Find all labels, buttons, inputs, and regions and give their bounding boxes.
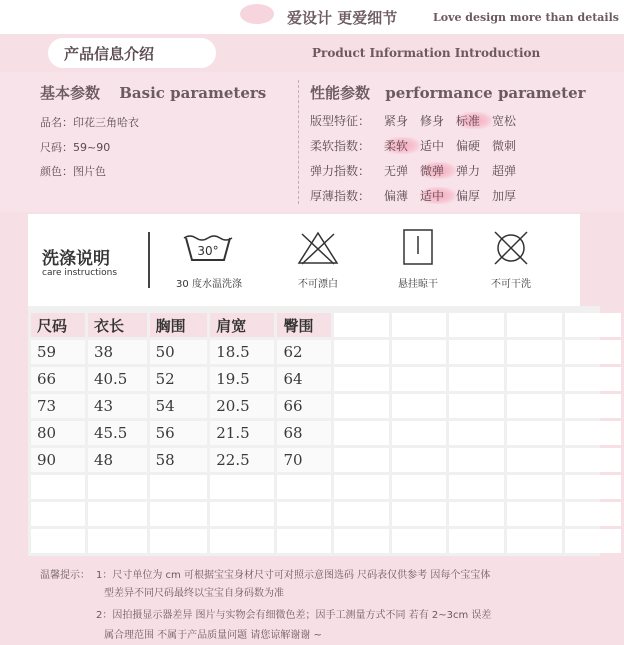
- basic-line: 颜色：图片色: [40, 165, 106, 178]
- table-row: [31, 502, 621, 526]
- table-empty-cell: [565, 394, 621, 418]
- table-empty-cell: [277, 502, 331, 526]
- table-empty-cell: [31, 475, 85, 499]
- table-empty-cell: [392, 394, 447, 418]
- table-empty-cell: [334, 448, 389, 472]
- table-empty-cell: [88, 502, 147, 526]
- table-empty-cell: [507, 340, 562, 364]
- table-empty-cell: [507, 529, 562, 553]
- note-1b: 型差异不同尺码最终以宝宝自身码数为准: [104, 588, 284, 599]
- perf-option-selected: 标准: [456, 112, 492, 129]
- table-header-cell: 尺码: [31, 313, 85, 337]
- table-empty-cell: [449, 448, 504, 472]
- table-empty-cell: [88, 475, 147, 499]
- slogan-en: Love design more than details: [433, 11, 619, 24]
- table-empty-cell: [334, 394, 389, 418]
- table-cell: 56: [150, 421, 208, 445]
- table-empty-cell: [210, 502, 274, 526]
- table-empty-cell: [565, 475, 621, 499]
- perf-title: [310, 82, 586, 103]
- table-cell: 90: [31, 448, 85, 472]
- table-empty-cell: [88, 529, 147, 553]
- table-empty-cell: [507, 448, 562, 472]
- wash-30-icon: [182, 230, 234, 266]
- table-empty-cell: [565, 529, 621, 553]
- table-cell: 18.5: [210, 340, 274, 364]
- table-row: [31, 475, 621, 499]
- perf-row: [310, 162, 528, 179]
- table-empty-cell: [507, 367, 562, 391]
- table-empty-cell: [392, 421, 447, 445]
- table-empty-cell: [392, 502, 447, 526]
- table-cell: 54: [150, 394, 208, 418]
- table-cell: 62: [277, 340, 331, 364]
- table-empty-cell: [392, 475, 447, 499]
- table-row: [31, 394, 621, 418]
- table-empty-cell: [507, 475, 562, 499]
- table-cell: 68: [277, 421, 331, 445]
- table-empty-cell: [449, 340, 504, 364]
- size-table: [28, 310, 624, 556]
- table-header-cell: 胸围: [150, 313, 208, 337]
- care-separator: [148, 232, 150, 288]
- table-row: [31, 448, 621, 472]
- table-empty-cell: [150, 475, 208, 499]
- table-empty-cell: [392, 529, 447, 553]
- table-header-cell: 臀围: [277, 313, 331, 337]
- care-title-zh: 洗涤说明: [42, 249, 110, 269]
- care-label-no-dry-clean: 不可干洗: [491, 279, 531, 290]
- table-empty-cell: [449, 421, 504, 445]
- table-cell: 20.5: [210, 394, 274, 418]
- table-cell: 43: [88, 394, 147, 418]
- basic-line: 尺码：59~90: [40, 141, 111, 154]
- note-2b: 属合理范围 不属于产品质量问题 请您谅解谢谢 ~: [104, 630, 322, 641]
- perf-option-selected: 柔软: [384, 137, 420, 154]
- table-empty-cell: [565, 502, 621, 526]
- table-empty-cell: [507, 421, 562, 445]
- table-cell: 22.5: [210, 448, 274, 472]
- table-empty-cell: [565, 340, 621, 364]
- table-empty-cell: [210, 475, 274, 499]
- no-bleach-icon: [296, 230, 340, 266]
- perf-title-zh: 性能参数: [310, 84, 371, 102]
- basic-line: 品名：印花三角哈衣: [40, 116, 139, 129]
- notes-label: 温馨提示：: [40, 570, 90, 581]
- table-empty-cell: [565, 367, 621, 391]
- table-empty-cell: [334, 340, 389, 364]
- table-cell: 70: [277, 448, 331, 472]
- table-cell: 58: [150, 448, 208, 472]
- header-title-zh: 产品信息介绍: [64, 45, 155, 63]
- table-header-cell: 衣长: [88, 313, 147, 337]
- table-cell: 52: [150, 367, 208, 391]
- table-empty-cell: [392, 448, 447, 472]
- table-empty-cell: [449, 367, 504, 391]
- slogan-zh: 爱设计 更爱细节: [287, 9, 398, 27]
- table-empty-cell: [565, 421, 621, 445]
- perf-row-label: 版型特征：: [310, 114, 371, 128]
- perf-option: 微刺: [492, 139, 517, 153]
- perf-option: 偏薄: [384, 189, 409, 203]
- table-row: [31, 340, 621, 364]
- table-cell: 38: [88, 340, 147, 364]
- table-empty-cell: [150, 502, 208, 526]
- care-label-hang-dry: 悬挂晾干: [398, 279, 438, 290]
- perf-option: 偏厚: [456, 189, 481, 203]
- decorative-blob: [240, 4, 274, 24]
- perf-option-selected: 适中: [420, 187, 456, 204]
- table-cell: 48: [88, 448, 147, 472]
- table-row: [31, 367, 621, 391]
- care-label-no-bleach: 不可漂白: [298, 279, 338, 290]
- table-cell: 80: [31, 421, 85, 445]
- hang-dry-icon: [402, 228, 434, 266]
- perf-title-en: performance parameter: [385, 84, 586, 102]
- table-empty-cell: [150, 529, 208, 553]
- table-empty-cell: [334, 367, 389, 391]
- table-empty-cell: [507, 313, 562, 337]
- perf-option: 偏硬: [456, 139, 481, 153]
- table-empty-cell: [334, 475, 389, 499]
- table-cell: 59: [31, 340, 85, 364]
- basic-title-zh: 基本参数: [40, 84, 101, 102]
- perf-row-label: 弹力指数：: [310, 164, 371, 178]
- table-cell: 45.5: [88, 421, 147, 445]
- perf-option-selected: 微弹: [420, 162, 456, 179]
- table-empty-cell: [392, 313, 447, 337]
- table-row: [31, 529, 621, 553]
- table-empty-cell: [31, 529, 85, 553]
- table-empty-cell: [449, 313, 504, 337]
- table-header-row: [31, 313, 621, 337]
- table-row: [31, 421, 621, 445]
- basic-title: [40, 82, 266, 103]
- table-empty-cell: [210, 529, 274, 553]
- note-1a: 1：尺寸单位为 cm 可根据宝宝身材尺寸可对照示意图选码 尺码表仅供参考 因每个宝宝体: [96, 570, 491, 581]
- table-cell: 21.5: [210, 421, 274, 445]
- table-empty-cell: [507, 394, 562, 418]
- table-empty-cell: [392, 367, 447, 391]
- table-cell: 40.5: [88, 367, 147, 391]
- perf-option: 紧身: [384, 114, 409, 128]
- perf-row: [310, 187, 528, 204]
- care-title-en: care instructions: [42, 268, 118, 278]
- note-2a: 2：因拍摄显示器差异 图片与实物会有细微色差；因手工测量方式不同 若有 2~3cm 误差: [96, 610, 492, 621]
- table-empty-cell: [392, 340, 447, 364]
- no-dry-clean-icon: [492, 230, 530, 266]
- table-empty-cell: [31, 502, 85, 526]
- table-cell: 66: [31, 367, 85, 391]
- care-label-wash: 30 度水温洗涤: [176, 279, 242, 290]
- table-cell: 19.5: [210, 367, 274, 391]
- table-empty-cell: [334, 529, 389, 553]
- header-title-en: Product Information Introduction: [312, 46, 541, 60]
- table-header-cell: 肩宽: [210, 313, 274, 337]
- table-empty-cell: [334, 313, 389, 337]
- table-empty-cell: [277, 529, 331, 553]
- perf-option: 超弹: [492, 164, 517, 178]
- table-cell: 73: [31, 394, 85, 418]
- top-banner: [0, 0, 624, 34]
- perf-option: 修身: [420, 114, 445, 128]
- perf-row: [310, 112, 528, 129]
- wash-temp-label: 30°: [197, 244, 219, 258]
- table-cell: 64: [277, 367, 331, 391]
- perf-row-label: 柔软指数：: [310, 139, 371, 153]
- table-empty-cell: [449, 475, 504, 499]
- perf-row-label: 厚薄指数：: [310, 189, 371, 203]
- table-empty-cell: [334, 502, 389, 526]
- table-empty-cell: [565, 448, 621, 472]
- table-empty-cell: [449, 529, 504, 553]
- basic-title-en: Basic parameters: [119, 84, 267, 102]
- table-empty-cell: [277, 475, 331, 499]
- perf-option: 加厚: [492, 189, 517, 203]
- section-header: [0, 34, 624, 72]
- perf-option: 无弹: [384, 164, 409, 178]
- perf-option: 弹力: [456, 164, 481, 178]
- table-empty-cell: [507, 502, 562, 526]
- perf-option: 宽松: [492, 114, 517, 128]
- table-empty-cell: [565, 313, 621, 337]
- perf-row: [310, 137, 528, 154]
- table-cell: 66: [277, 394, 331, 418]
- table-empty-cell: [334, 421, 389, 445]
- panel-divider: [298, 80, 299, 204]
- table-cell: 50: [150, 340, 208, 364]
- table-empty-cell: [449, 502, 504, 526]
- perf-option: 适中: [420, 139, 445, 153]
- table-empty-cell: [449, 394, 504, 418]
